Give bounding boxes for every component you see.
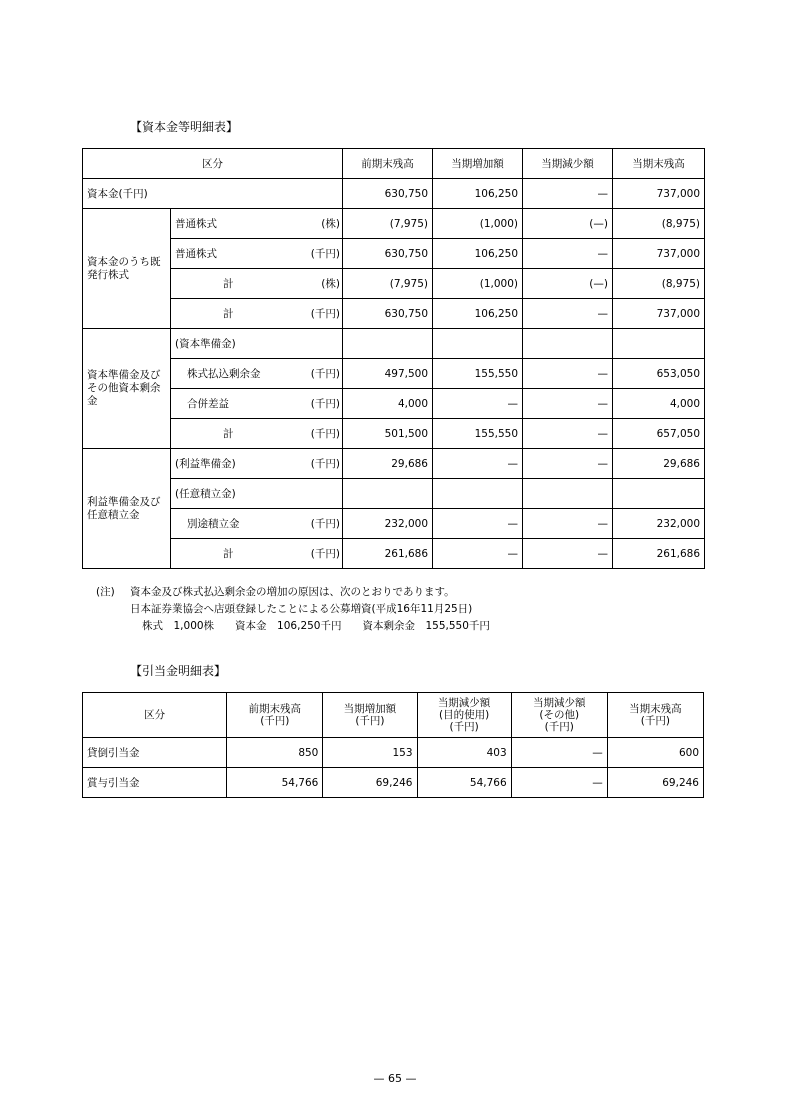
header-beginning: 前期末残高 (343, 149, 433, 179)
page-number: — 65 — (373, 1072, 417, 1085)
header-decrease: 当期減少額 (523, 149, 613, 179)
table-row: 計 (千円) 630,750 106,250 — 737,000 (83, 299, 705, 329)
row-label: 資本金(千円) (83, 179, 343, 209)
row-label: 賞与引当金 (83, 768, 227, 798)
header-category: 区分 (83, 149, 343, 179)
group-label: 利益準備金及び任意積立金 (83, 449, 171, 569)
header-beginning: 前期末残高 (千円) (227, 693, 323, 738)
table-row: 貸倒引当金 850 153 403 — 600 (83, 738, 704, 768)
table-row: 計 (株) (7,975) (1,000) (—) (8,975) (83, 269, 705, 299)
capital-table-title: 【資本金等明細表】 (130, 120, 239, 134)
header-increase: 当期増加額 (千円) (323, 693, 417, 738)
table-row: 計 (千円) 501,500 155,550 — 657,050 (83, 419, 705, 449)
table-row (83, 479, 705, 509)
table-header-row (83, 149, 705, 179)
note-line-1: 資本金及び株式払込剰余金の増加の原因は、次のとおりであります。 (130, 586, 455, 598)
header-decrease-purpose: 当期減少額 (目的使用) (千円) (417, 693, 511, 738)
header-decrease-other: 当期減少額 (その他) (千円) (511, 693, 607, 738)
table-row (83, 329, 705, 359)
row-label: 貸倒引当金 (83, 738, 227, 768)
allowance-table-title: 【引当金明細表】 (130, 664, 227, 678)
group-label: 資本準備金及びその他資本剰余金 (83, 329, 171, 449)
table-row: 合併差益 (千円) 4,000 — — 4,000 (83, 389, 705, 419)
header-ending: 当期末残高 (613, 149, 705, 179)
table-row: 賞与引当金 54,766 69,246 54,766 — 69,246 (83, 768, 704, 798)
table-row: 普通株式 (千円) 630,750 106,250 — 737,000 (83, 239, 705, 269)
capital-detail-table (82, 148, 705, 569)
subheader: (資本準備金) (171, 329, 343, 359)
allowance-detail-table (82, 692, 704, 798)
note-line-2: 日本証券業協会へ店頭登録したことによる公募増資(平成16年11月25日) (130, 603, 473, 615)
table-row: 株式払込剰余金 (千円) 497,500 155,550 — 653,050 (83, 359, 705, 389)
note-line-3: 株式 1,000株 資本金 106,250千円 資本剰余金 155,550千円 (142, 620, 490, 632)
header-category: 区分 (83, 693, 227, 738)
note-label: (注) (96, 586, 115, 598)
header-ending: 当期末残高 (千円) (607, 693, 703, 738)
table-row: 別途積立金 (千円) 232,000 — — 232,000 (83, 509, 705, 539)
table-row: 計 (千円) 261,686 — — 261,686 (83, 539, 705, 569)
subheader: (任意積立金) (171, 479, 343, 509)
header-increase: 当期増加額 (433, 149, 523, 179)
table-header-row (83, 693, 704, 738)
table-row: 利益準備金及び任意積立金 (利益準備金) (千円) 29,686 — — 29,686 (83, 449, 705, 479)
group-label: 資本金のうち既発行株式 (83, 209, 171, 329)
table-row: 資本金のうち既発行株式 普通株式 (株) (7,975) (1,000) (—) (8,975) (83, 209, 705, 239)
table-row: 資本金(千円) 630,750 106,250 — 737,000 (83, 179, 705, 209)
